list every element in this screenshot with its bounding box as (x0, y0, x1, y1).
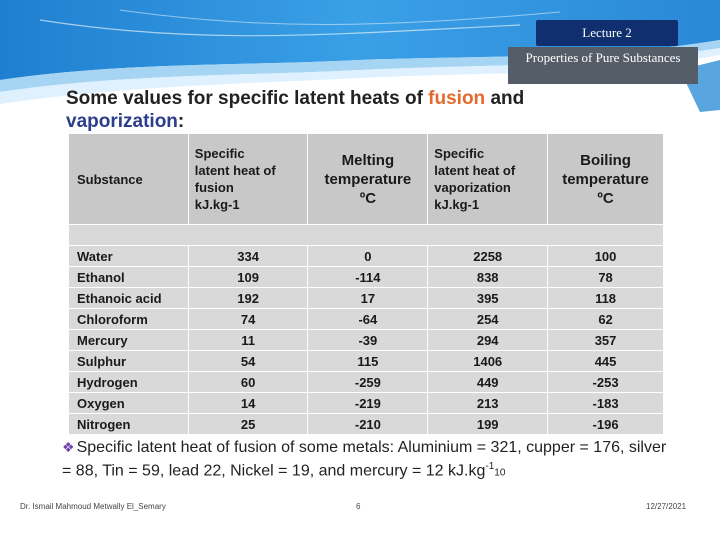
cell-fusion: 25 (188, 414, 308, 435)
cell-melting: -259 (308, 372, 428, 393)
unit-exponent: -1 (485, 461, 495, 472)
cell-fusion: 54 (188, 351, 308, 372)
cell-melting: -219 (308, 393, 428, 414)
cell-boiling: 118 (548, 288, 664, 309)
header-vaporization-heat (428, 134, 548, 225)
header-fusion-heat (188, 134, 308, 225)
cell-vaporization: 838 (428, 267, 548, 288)
header-vapor-line-3: vaporization (434, 180, 511, 195)
heading-part-2: and (485, 88, 525, 109)
cell-fusion: 60 (188, 372, 308, 393)
header-melting-line-3: ºC (359, 189, 377, 207)
header-boiling-line-2: temperature (562, 170, 649, 188)
cell-vaporization: 213 (428, 393, 548, 414)
header-melting-line-2: temperature (324, 170, 412, 188)
cell-vaporization: 1406 (428, 351, 548, 372)
cell-fusion: 109 (188, 267, 308, 288)
cell-boiling: -183 (548, 393, 664, 414)
cell-melting: 115 (308, 351, 428, 372)
cell-vaporization: 294 (428, 330, 548, 351)
header-fusion-line-3: fusion (194, 180, 234, 195)
footer-author: Dr. Ismail Mahmoud Metwally El_Semary (20, 502, 166, 511)
cell-fusion: 14 (188, 393, 308, 414)
table-row (69, 288, 664, 309)
cell-melting: -64 (308, 309, 428, 330)
heading-part-3: : (177, 111, 185, 132)
cell-boiling: -253 (548, 372, 664, 393)
cell-vaporization: 449 (428, 372, 548, 393)
table-row (69, 393, 664, 414)
cell-boiling: 357 (548, 330, 664, 351)
table-row (69, 351, 664, 372)
header-vapor-line-4: kJ.kg-1 (434, 197, 480, 212)
metals-note-text: Specific latent heat of fusion of some metals: Aluminium = 321, cupper = 176, silver = 88, Tin = 59, lead 22, Nickel = 19, and mercury = 12 kJ.kg (62, 439, 667, 480)
header-spacer (69, 225, 664, 246)
slide-heading (66, 87, 666, 133)
cell-substance: Mercury (69, 330, 189, 351)
header-vapor-line-1: Specific (434, 146, 485, 161)
cell-melting: 0 (308, 246, 428, 267)
lecture-badge (536, 20, 678, 46)
cell-melting: -210 (308, 414, 428, 435)
cell-vaporization: 395 (428, 288, 548, 309)
table-row (69, 372, 664, 393)
cell-boiling: 78 (548, 267, 664, 288)
cell-substance: Chloroform (69, 309, 189, 330)
cell-melting: -114 (308, 267, 428, 288)
cell-substance: Water (69, 246, 189, 267)
header-substance: Substance (69, 134, 189, 225)
cell-melting: 17 (308, 288, 428, 309)
lecture-label: Lecture 2 (582, 25, 632, 40)
heading-fusion-word: fusion (428, 88, 486, 109)
header-boiling-temp (548, 134, 664, 225)
slide-number-fragment: 10 (494, 467, 506, 479)
footer-date: 12/27/2021 (646, 502, 687, 511)
cell-boiling: -196 (548, 414, 664, 435)
cell-melting: -39 (308, 330, 428, 351)
header-melting-line-1: Melting (341, 151, 395, 169)
header-boiling-line-3: ºC (597, 189, 614, 207)
table-row (69, 309, 664, 330)
cell-boiling: 445 (548, 351, 664, 372)
cell-substance: Oxygen (69, 393, 189, 414)
cell-substance: Ethanol (69, 267, 189, 288)
cell-vaporization: 2258 (428, 246, 548, 267)
header-fusion-line-2: latent heat of (194, 163, 276, 178)
cell-boiling: 62 (548, 309, 664, 330)
latent-heat-table (68, 133, 664, 435)
topic-badge (508, 47, 698, 84)
table-row (69, 267, 664, 288)
header-melting-temp (308, 134, 428, 225)
header-fusion-line-1: Specific (194, 146, 245, 161)
cell-substance: Hydrogen (69, 372, 189, 393)
metals-note (62, 438, 672, 482)
cell-fusion: 74 (188, 309, 308, 330)
cell-fusion: 334 (188, 246, 308, 267)
cell-vaporization: 199 (428, 414, 548, 435)
table-row (69, 414, 664, 435)
header-fusion-line-4: kJ.kg-1 (194, 197, 240, 212)
table-row (69, 330, 664, 351)
cell-fusion: 192 (188, 288, 308, 309)
heading-vaporization-word: vaporization (66, 111, 178, 132)
table-header-row (69, 134, 664, 225)
table-row (69, 246, 664, 267)
cell-vaporization: 254 (428, 309, 548, 330)
footer-page-number: 6 (356, 502, 361, 511)
cell-fusion: 11 (188, 330, 308, 351)
header-boiling-line-1: Boiling (580, 151, 631, 169)
header-vapor-line-2: latent heat of (434, 163, 516, 178)
heading-part-1: Some values for specific latent heats of (66, 88, 429, 109)
diamond-bullet-icon: ❖ (62, 439, 75, 455)
cell-substance: Ethanoic acid (69, 288, 189, 309)
topic-label: Properties of Pure Substances (525, 50, 681, 65)
cell-substance: Sulphur (69, 351, 189, 372)
cell-substance: Nitrogen (69, 414, 189, 435)
cell-boiling: 100 (548, 246, 664, 267)
